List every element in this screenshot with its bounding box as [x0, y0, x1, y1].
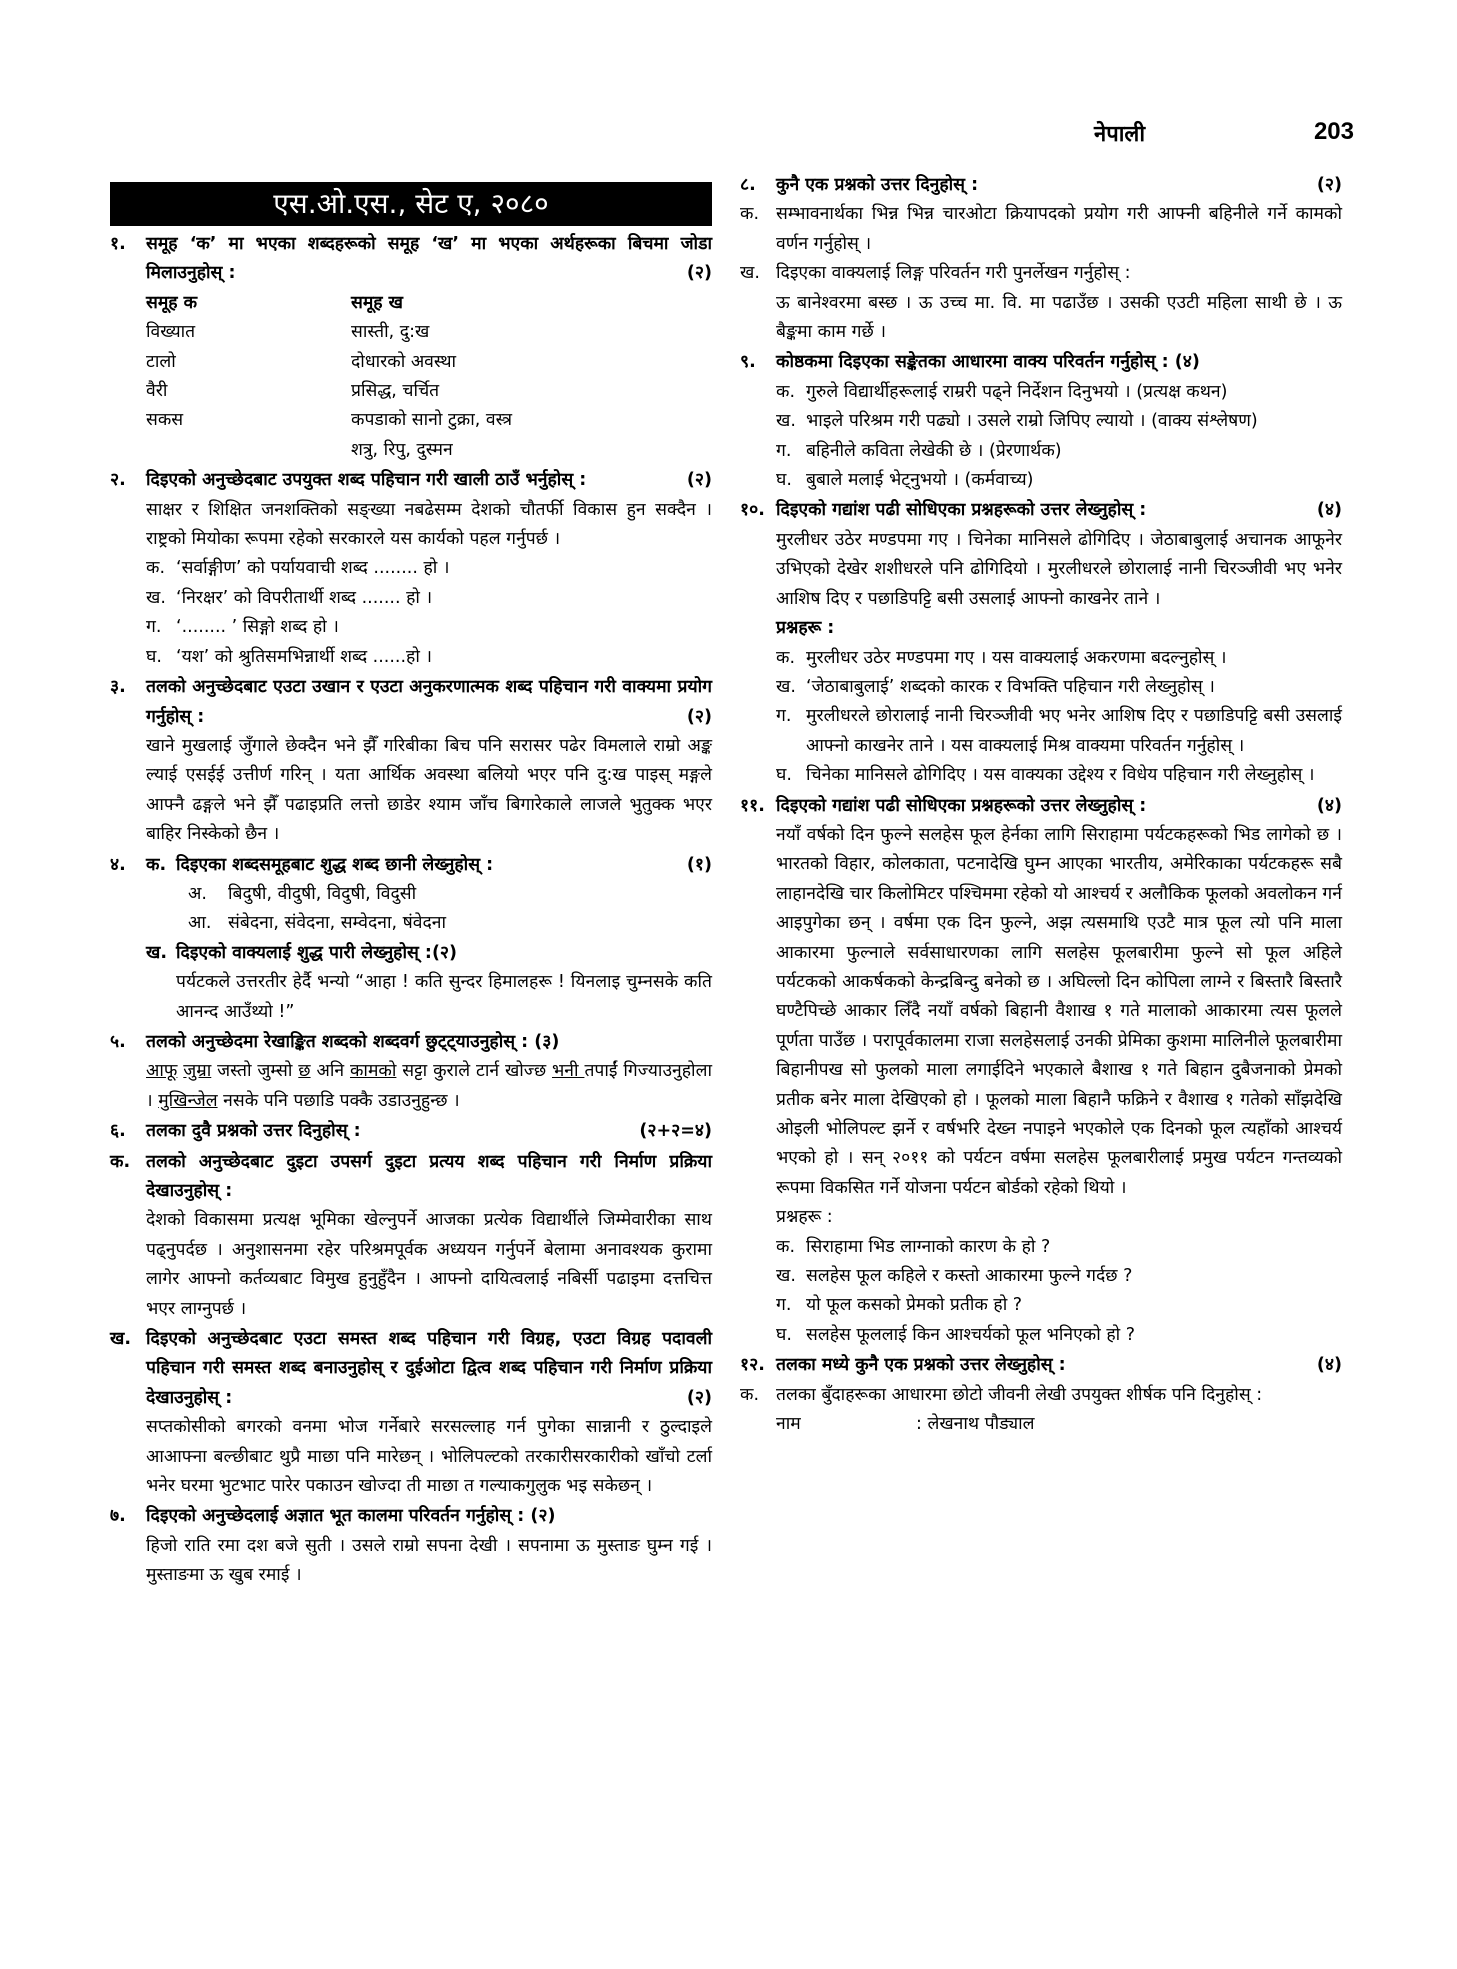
item-label: घ.	[776, 1324, 792, 1345]
underlined-word: आफू	[146, 1061, 178, 1082]
bio-field	[740, 1410, 1342, 1439]
item-label: क.	[740, 1384, 760, 1405]
passage: साक्षर र शिक्षित जनशक्तिको सङ्ख्या नबढेसम्म देशको चौतर्फी विकास हुन सक्दैन । राष्ट्रको मियोका रूपमा रहेको सरकारले यस कार्यको पहल गर्नुपर्छ ।	[146, 499, 712, 550]
group-b-meaning: सास्ती, दु:ख	[351, 322, 430, 343]
item-text: सिराहामा भिड लाग्नाको कारण के हो ?	[806, 1236, 1051, 1257]
question-text: दिइएको अनुच्छेदलाई अज्ञात भूत कालमा परिवर्तन गर्नुहोस् : (२)	[146, 1506, 556, 1527]
sentence: पर्यटकले उत्तरतीर हेर्दै भन्यो “आहा ! कति सुन्दर हिमालहरू ! यिनलाइ चुम्नसके कति आनन्द आउँथ्यो !”	[176, 972, 712, 1022]
marks: (२)	[686, 263, 712, 284]
underlined-word: छ	[298, 1061, 311, 1082]
item-label: क.	[776, 381, 796, 402]
passage-text: अनि	[310, 1061, 350, 1082]
question-7	[110, 1502, 712, 1590]
match-row	[110, 318, 712, 347]
marks: (४)	[1316, 1355, 1342, 1376]
question-1	[110, 230, 712, 465]
question-3	[110, 673, 712, 849]
item-text: मुरलीधरले छोरालाई नानी चिरञ्जीवी भए भनेर आशिष दिए र पछाडिपट्टि बसी उसलाई आफ्नो काखनेर ताने । यस वाक्यलाई मिश्र वाक्यमा परिवर्तन गर्नुहोस् ।	[806, 706, 1342, 756]
sub-question	[740, 1262, 1342, 1291]
marks: (२+२=४)	[639, 1121, 712, 1142]
sub-question	[110, 939, 712, 968]
question-text: तलका दुवै प्रश्नको उत्तर दिनुहोस् :	[146, 1121, 361, 1142]
question-number: ९.	[740, 352, 756, 373]
question-5	[110, 1028, 712, 1116]
sub-question	[740, 378, 1342, 407]
passage-text: तपाईं गिज्याउनुहोला ।	[146, 1061, 712, 1111]
question-4	[110, 851, 712, 1027]
question-text: तलको अनुच्छेदबाट दुइटा उपसर्ग दुइटा प्रत्यय शब्द पहिचान गरी निर्माण प्रक्रिया देखाउनुहोस् :	[146, 1151, 712, 1201]
group-a-word	[146, 436, 351, 465]
group-a-word: विख्यात	[146, 322, 196, 343]
sub-question	[740, 702, 1342, 761]
passage: खाने मुखलाई जुँगाले छेक्दैन भने झैँ गरिबीका बिच पनि सरासर पढेर विमलाले राम्रो अङ्क ल्याई एसईई उत्तीर्ण गरिन् । यता आर्थिक अवस्था बलियो भएर पनि दु:ख पाइस् मङ्गले आफ्नै ढङ्गले भने झैँ पढाइप्रति लत्तो छाडेर श्याम जाँच बिगारेकाले लाजले भुतुक्क भएर बाहिर निस्केको छैन ।	[146, 735, 712, 845]
sub-question	[740, 1381, 1342, 1410]
item-text: ‘जेठाबाबुलाई’ शब्दको कारक र विभक्ति पहिचान गरी लेख्नुहोस् ।	[806, 676, 1215, 697]
underlined-word: मुखिन्जेल	[158, 1090, 218, 1111]
question-9	[740, 348, 1342, 495]
match-row	[110, 406, 712, 435]
passage: देशको विकासमा प्रत्यक्ष भूमिका खेल्नुपर्ने आजका प्रत्येक विद्यार्थीले जिम्मेवारीका साथ पढ्नुपर्दछ । अनुशासनमा रहेर परिश्रमपूर्वक अध्ययन गर्नुपर्ने बेलामा अनावश्यक कुरामा लागेर आफ्नो कर्तव्यबाट विमुख हुनुहुँदैन । आफ्नो दायित्वलाई नबिर्सी पढाइमा दत्तचित्त भएर लाग्नुपर्छ ।	[146, 1210, 712, 1319]
item-label: ग.	[776, 1295, 792, 1316]
option-label: आ.	[188, 913, 212, 934]
item-text: तलका बुँदाहरूका आधारमा छोटो जीवनी लेखी उपयुक्त शीर्षक पनि दिनुहोस् :	[776, 1384, 1263, 1405]
item-label: क.	[776, 1236, 796, 1257]
group-a-word: सकस	[146, 410, 184, 431]
option-text: संबेदना, संवेदना, सम्वेदना, षंवेदना	[228, 913, 447, 934]
question-number: ११.	[740, 795, 765, 816]
left-column	[110, 182, 712, 1591]
question-text: समूह ‘क’ मा भएका शब्दहरूको समूह ‘ख’ मा भएका अर्थहरूका बिचमा जोडा मिलाउनुहोस् :	[146, 234, 712, 284]
passage	[110, 1057, 712, 1116]
marks: (२)	[686, 470, 712, 491]
passage: ऊ बानेश्वरमा बस्छ । ऊ उच्च मा. वि. मा पढाउँछ । उसकी एउटी महिला साथी छे । ऊ बैङ्कमा काम गर्छे ।	[776, 292, 1342, 343]
item-label: क.	[740, 204, 760, 225]
question-text: दिइएको अनुच्छेदबाट उपयुक्त शब्द पहिचान गरी खाली ठाउँ भर्नुहोस् :	[146, 470, 587, 491]
question-8	[740, 171, 1342, 347]
group-b-meaning: शत्रु, रिपु, दुस्मन	[351, 439, 453, 460]
item-text: ‘........ ’ सिङ्गो शब्द हो ।	[176, 617, 339, 638]
right-column	[740, 170, 1342, 1439]
sub-question	[740, 761, 1342, 790]
question-text: तलका मध्ये कुनै एक प्रश्नको उत्तर लेख्नुहोस् :	[776, 1355, 1066, 1376]
question-text: दिइएको गद्यांश पढी सोधिएका प्रश्नहरूको उत्तर लेख्नुहोस् :	[776, 795, 1147, 816]
item-label: ग.	[776, 440, 792, 461]
marks: (४)	[1316, 795, 1342, 816]
item-text: भाइले परिश्रम गरी पढ्यो । उसले राम्रो जिपिए ल्यायो । (वाक्य संश्लेषण)	[806, 411, 1258, 432]
question-number: १२.	[740, 1355, 765, 1376]
field-value: : लेखनाथ पौड्याल	[916, 1414, 1035, 1435]
question-number: ५.	[110, 1031, 126, 1052]
question-text: दिइएका शब्दसमूहबाट शुद्ध शब्द छानी लेख्नुहोस् :	[176, 854, 494, 875]
item-text: ‘सर्वाङ्गीण’ को पर्यायवाची शब्द ........ हो ।	[176, 558, 450, 579]
match-row	[110, 377, 712, 406]
subject-label: नेपाली	[1094, 122, 1146, 147]
sub-label: क.	[110, 1151, 131, 1172]
question-number: ८.	[740, 175, 756, 195]
item-text: यो फूल कसको प्रेमको प्रतीक हो ?	[806, 1295, 1023, 1316]
sub-question	[740, 466, 1342, 495]
group-b-meaning: कपडाको सानो टुक्रा, वस्त्र	[351, 410, 513, 431]
questions-heading: प्रश्नहरू :	[776, 1207, 833, 1228]
item-text: दिइएका वाक्यलाई लिङ्ग परिवर्तन गरी पुनर्लेखन गर्नुहोस् :	[776, 263, 1131, 284]
item-label: ख.	[776, 1266, 796, 1287]
sub-label: क.	[146, 854, 167, 875]
field-label: नाम	[776, 1414, 801, 1435]
sub-question	[740, 644, 1342, 673]
option	[110, 909, 712, 938]
page-number: 203	[1313, 118, 1354, 145]
group-a-word: टालो	[146, 351, 176, 372]
marks: (२)	[686, 706, 712, 727]
passage: मुरलीधर उठेर मण्डपमा गए । चिनेका मानिसले ढोगिदिए । जेठाबाबुलाई अचानक आफूनेर उभिएको देखेर शशीधरले पनि ढोगिदियो । मुरलीधरले छोरालाई नानी चिरञ्जीवी भए भनेर आशिष दिए र पछाडिपट्टि बसी उसलाई आफ्नो काखनेर ताने ।	[776, 529, 1342, 609]
option	[110, 880, 712, 909]
questions-heading: प्रश्नहरू :	[776, 618, 835, 639]
sub-question	[740, 437, 1342, 466]
group-b-meaning: प्रसिद्ध, चर्चित	[351, 381, 440, 402]
item-label: ख.	[740, 263, 760, 284]
passage: हिजो राति रमा दश बजे सुती । उसले राम्रो सपना देखी । सपनामा ऊ मुस्ताङ घुम्न गई । मुस्ताङमा ऊ खुब रमाई ।	[146, 1535, 712, 1586]
item-text: गुरुले विद्यार्थीहरूलाई राम्ररी पढ्ने निर्देशन दिनुभयो । (प्रत्यक्ष कथन)	[806, 381, 1228, 402]
item-label: ग.	[146, 617, 162, 638]
passage-text: सट्टा कुराले टार्न खोज्छ	[396, 1061, 552, 1082]
passage-text: नसके पनि पछाडि पक्कै उडाउनुहुन्छ ।	[217, 1090, 460, 1111]
question-6	[110, 1117, 712, 1501]
group-b-heading: समूह ख	[351, 292, 403, 313]
item-text: सलहेस फूल कहिले र कस्तो आकारमा फुल्ने गर्दछ ?	[806, 1266, 1133, 1287]
sub-label: ख.	[110, 1329, 131, 1350]
underlined-word: कामको	[349, 1061, 397, 1082]
group-a-word: वैरी	[146, 381, 168, 402]
passage: सप्तकोसीको बगरको वनमा भोज गर्नेबारे सरसल्लाह गर्न पुगेका सान्नानी र ठुल्दाइले आआफ्ना बल्छीबाट थुप्रै माछा पनि मारेछन् । भोलिपल्टको तरकारीसरकारीको खाँचो टर्ला भनेर घरमा भुटभाट पारेर पकाउन खोज्दा ती माछा त गल्याकगुलुक भइ सकेछन् ।	[146, 1417, 712, 1497]
question-text: कुनै एक प्रश्नको उत्तर दिनुहोस् :	[776, 175, 979, 195]
question-text: तलको अनुच्छेदमा रेखाङ्कित शब्दको शब्दवर्ग छुट्ट्याउनुहोस् : (३)	[146, 1031, 560, 1052]
item-text: मुरलीधर उठेर मण्डपमा गए । यस वाक्यलाई अकरणमा बदल्नुहोस् ।	[806, 647, 1227, 668]
marks: (१)	[686, 854, 712, 875]
question-11	[740, 792, 1342, 1351]
question-text: कोष्ठकमा दिइएका सङ्केतका आधारमा वाक्य परिवर्तन गर्नुहोस् : (४)	[776, 352, 1200, 373]
sub-question	[740, 200, 1342, 259]
question-text: दिइएको अनुच्छेदबाट एउटा समस्त शब्द पहिचान गरी विग्रह, एउटा विग्रह पदावली पहिचान गरी समस्त शब्द बनाउनुहोस् र दुईओटा द्वित्व शब्द पहिचान गरी निर्माण प्रक्रिया देखाउनुहोस् :	[146, 1329, 712, 1408]
marks: (२)	[431, 942, 458, 963]
match-table-header	[110, 289, 712, 318]
item-label: क.	[146, 558, 166, 579]
sub-question	[110, 554, 712, 583]
group-b-meaning: दोधारको अवस्था	[351, 351, 457, 372]
sub-question	[110, 643, 712, 672]
item-text: ‘यश’ को श्रुतिसमभिन्नार्थी शब्द ......हो ।	[176, 646, 433, 667]
item-label: ग.	[776, 706, 792, 727]
group-a-heading: समूह क	[146, 292, 198, 313]
sub-question	[110, 613, 712, 642]
item-label: ख.	[776, 411, 796, 432]
item-label: घ.	[776, 765, 792, 786]
question-number: ४.	[110, 854, 126, 875]
item-text: ‘निरक्षर’ को विपरीतार्थी शब्द ....... हो ।	[176, 587, 433, 608]
question-number: ३.	[110, 677, 126, 698]
underlined-word: भनी	[551, 1061, 585, 1082]
match-row	[110, 348, 712, 377]
page-header	[1094, 118, 1354, 158]
sub-question	[740, 1321, 1342, 1350]
underlined-word: जुम्रा	[183, 1061, 212, 1082]
question-10	[740, 496, 1342, 790]
sub-question	[740, 1291, 1342, 1320]
item-text: सम्भावनार्थका भिन्न भिन्न चारओटा क्रियापदको प्रयोग गरी आफ्नी बहिनीले गर्ने कामको वर्णन गर्नुहोस् ।	[776, 204, 1342, 254]
question-text: दिइएको वाक्यलाई शुद्ध पारी लेख्नुहोस् :	[176, 942, 432, 963]
item-label: ख.	[776, 676, 796, 697]
exam-title-banner: एस.ओ.एस., सेट ए, २०८०	[110, 182, 712, 226]
item-label: घ.	[776, 470, 792, 491]
marks: (४)	[1316, 500, 1342, 521]
item-text: बहिनीले कविता लेखेकी छे । (प्रेरणार्थक)	[806, 440, 1062, 461]
sub-question	[740, 1233, 1342, 1262]
passage-text: जस्तो जुम्सो	[211, 1061, 299, 1082]
question-number: १०.	[740, 500, 765, 521]
item-text: सलहेस फूललाई किन आश्चर्यको फूल भनिएको हो ?	[806, 1324, 1136, 1345]
option-label: अ.	[188, 883, 207, 904]
question-text: तलको अनुच्छेदबाट एउटा उखान र एउटा अनुकरणात्मक शब्द पहिचान गरी वाक्यमा प्रयोग गर्नुहोस् :	[146, 677, 712, 727]
item-label: ख.	[146, 587, 166, 608]
match-row	[110, 436, 712, 465]
item-label: घ.	[146, 646, 162, 667]
question-number: ६.	[110, 1121, 126, 1142]
marks: (२)	[1316, 175, 1342, 195]
marks: (२)	[686, 1387, 712, 1408]
item-text: चिनेका मानिसले ढोगिदिए । यस वाक्यका उद्देश्य र विधेय पहिचान गरी लेख्नुहोस् ।	[806, 765, 1315, 786]
sub-question	[110, 584, 712, 613]
item-label: क.	[776, 647, 796, 668]
passage: नयाँ वर्षको दिन फुल्ने सलहेस फूल हेर्नका लागि सिराहामा पर्यटकहरूको भिड लागेको छ । भारतको विहार, कोलकाता, पटनादेखि घुम्न आएका भारतीय, अमेरिकाका पर्यटकहरू सबै लाहानदेखि चार किलोमिटर पश्चिममा रहेको यो आश्चर्य र अलौकिक फूलको अवलोकन गर्न आइपुगेका छन् । वर्षमा एक दिन फुल्ने, अझ त्यसमाथि एउटै मात्र फूल त्यो पनि माला आकारमा फुल्नाले सर्वसाधारणका लागि सलहेस फूलबारीमा फुल्ने सो फूल अहिले पर्यटकको आकर्षकको केन्द्रबिन्दु बनेको छ । अघिल्लो दिन कोपिला लाग्ने र बिस्तारै बिस्तारै घण्टैपिच्छे आकार लिँदै नयाँ वर्षको बिहानी वैशाख १ गते मालाको आकारमा त्यस फूलले पूर्णता पाउँछ । परापूर्वकालमा राजा सलहेसलाई उनकी प्रेमिका कुशमा मालिनीले फूलबारीमा बिहानीपख सो फुलको माला लगाईदिने भएकाले बैशाख १ गते बिहान दुबैजनाको प्रेमको प्रतीक बनेर माला देखिएको हो । फूलको माला बिहानै फक्रिने र वैशाख १ गतेको साँझदेखि ओइली भोलिपल्ट झर्ने र वर्षभरि देख्न नपाइने भएकोले एक दिनको फूल त्यहाँको आश्चर्य भएको हो । सन् २०११ को पर्यटन वर्षमा सलहेस फूलबारीलाई प्रमुख पर्यटन गन्तव्यको रूपमा विकसित गर्ने योजना पर्यटन बोर्डको रहेको थियो ।	[776, 824, 1342, 1198]
question-text: दिइएको गद्यांश पढी सोधिएका प्रश्नहरूको उत्तर लेख्नुहोस् :	[776, 500, 1147, 521]
question-number: २.	[110, 470, 126, 491]
sub-question	[740, 259, 1342, 288]
question-12	[740, 1351, 1342, 1439]
question-2	[110, 466, 712, 672]
question-number: ७.	[110, 1506, 126, 1527]
question-number: १.	[110, 234, 126, 254]
sub-label: ख.	[146, 942, 167, 963]
item-text: बुबाले मलाई भेट्नुभयो । (कर्मवाच्य)	[806, 470, 1034, 491]
option-text: बिदुषी, वीदुषी, विदुषी, विदुसी	[228, 883, 417, 904]
sub-question	[740, 673, 1342, 702]
sub-question	[740, 407, 1342, 436]
